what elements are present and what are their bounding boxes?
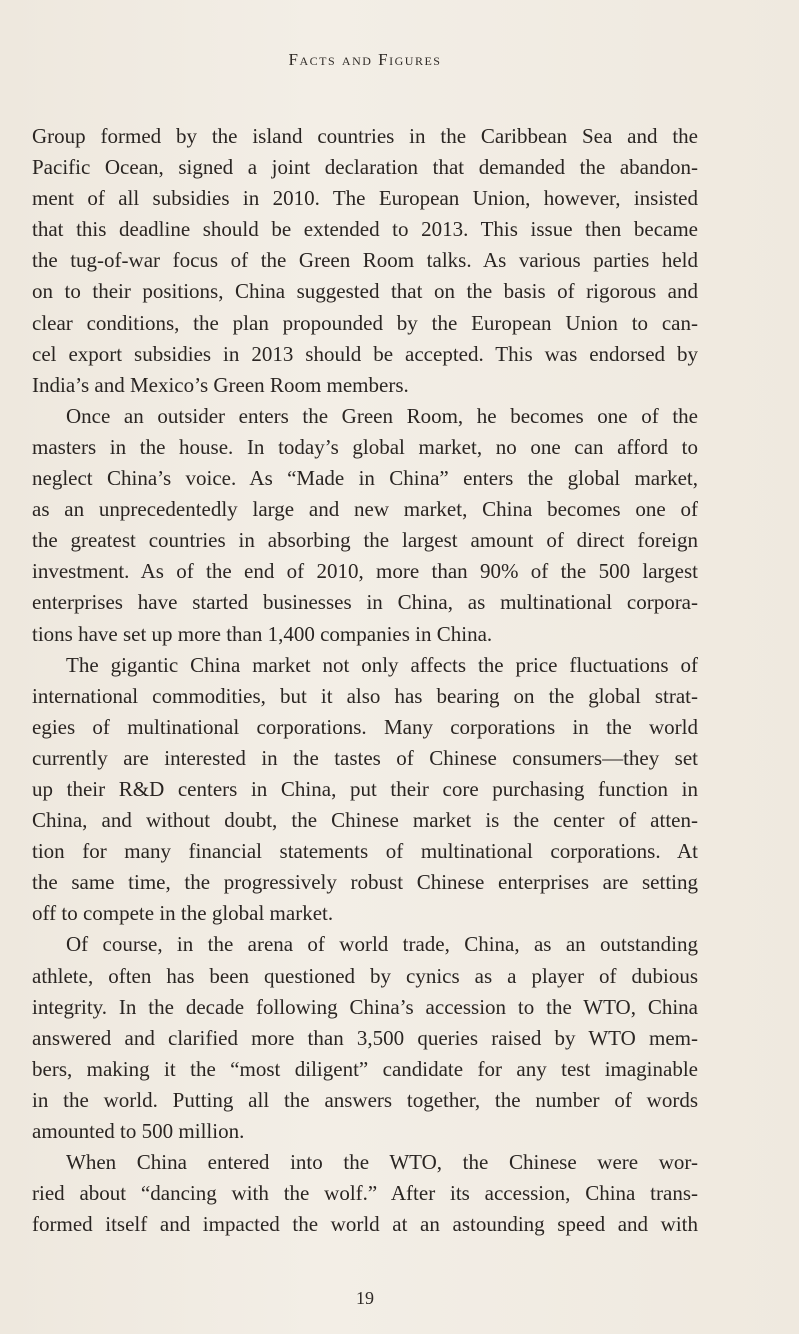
text-line: tion for many financial statements of multinational corporations. At [32,839,698,864]
text-line: ment of all subsidies in 2010. The European Union, however, insisted [32,186,698,211]
text-line: Of course, in the arena of world trade, China, as an outstanding [66,932,698,957]
text-line: Pacific Ocean, signed a joint declaration that demanded the abandon- [32,155,698,180]
page-number: 19 [356,1288,374,1308]
text-line: Group formed by the island countries in the Caribbean Sea and the [32,124,698,148]
text-line: masters in the house. In today’s global market, no one can afford to [32,434,698,459]
text-line: cel export subsidies in 2013 should be accepted. This was endorsed by [32,341,698,366]
text-line: off to compete in the global market. [32,901,334,926]
running-head: Facts and Figures [288,50,442,69]
text-line: neglect China’s voice. As “Made in China” enters the global market, [32,466,698,491]
text-line: in the world. Putting all the answers together, the number of words [32,1087,698,1112]
text-line: the same time, the progressively robust Chinese enterprises are setting [32,870,698,895]
text-line: international commodities, but it also has bearing on the global strat- [32,683,698,708]
body-text [32,121,698,1240]
text-line: currently are interested in the tastes of Chinese consumers—they set [32,745,698,770]
text-line: Once an outsider enters the Green Room, he becomes one of the [66,403,698,428]
paragraph [32,121,698,401]
text-line: as an unprecedentedly large and new market, China becomes one of [32,497,698,522]
text-line: up their R&D centers in China, put their core purchasing function in [32,776,698,801]
text-line: egies of multinational corporations. Many corporations in the world [32,714,698,739]
text-line: The gigantic China market not only affects the price fluctuations of [66,652,698,677]
text-line: investment. As of the end of 2010, more than 90% of the 500 largest [32,559,698,584]
text-line: tions have set up more than 1,400 companies in China. [32,621,493,646]
text-line: clear conditions, the plan propounded by the European Union to can- [32,310,698,335]
text-line: ried about “dancing with the wolf.” After its accession, China trans- [32,1181,698,1206]
text-line: integrity. In the decade following China’s accession to the WTO, China [32,994,698,1019]
paragraph [32,1147,698,1240]
text-line: bers, making it the “most diligent” candidate for any test imaginable [32,1056,698,1081]
text-line: enterprises have started businesses in China, as multinational corpora- [32,590,698,615]
text-line: amounted to 500 million. [32,1119,245,1143]
text-line: athlete, often has been questioned by cynics as a player of dubious [32,963,698,988]
text-line: formed itself and impacted the world at an astounding speed and with [32,1212,698,1237]
text-line: the tug-of-war focus of the Green Room talks. As various parties held [32,248,698,273]
text-line: that this deadline should be extended to 2013. This issue then became [32,217,698,242]
text-line: on to their positions, China suggested that on the basis of rigorous and [32,279,698,304]
paragraph [32,929,698,1147]
paragraph [32,650,698,930]
text-line: When China entered into the WTO, the Chinese were wor- [66,1150,698,1175]
text-line: the greatest countries in absorbing the largest amount of direct foreign [32,528,698,553]
text-line: China, and without doubt, the Chinese market is the center of atten- [32,808,698,833]
paragraph [32,401,698,650]
text-line: answered and clarified more than 3,500 queries raised by WTO mem- [32,1025,698,1050]
text-line: India’s and Mexico’s Green Room members. [32,372,409,397]
